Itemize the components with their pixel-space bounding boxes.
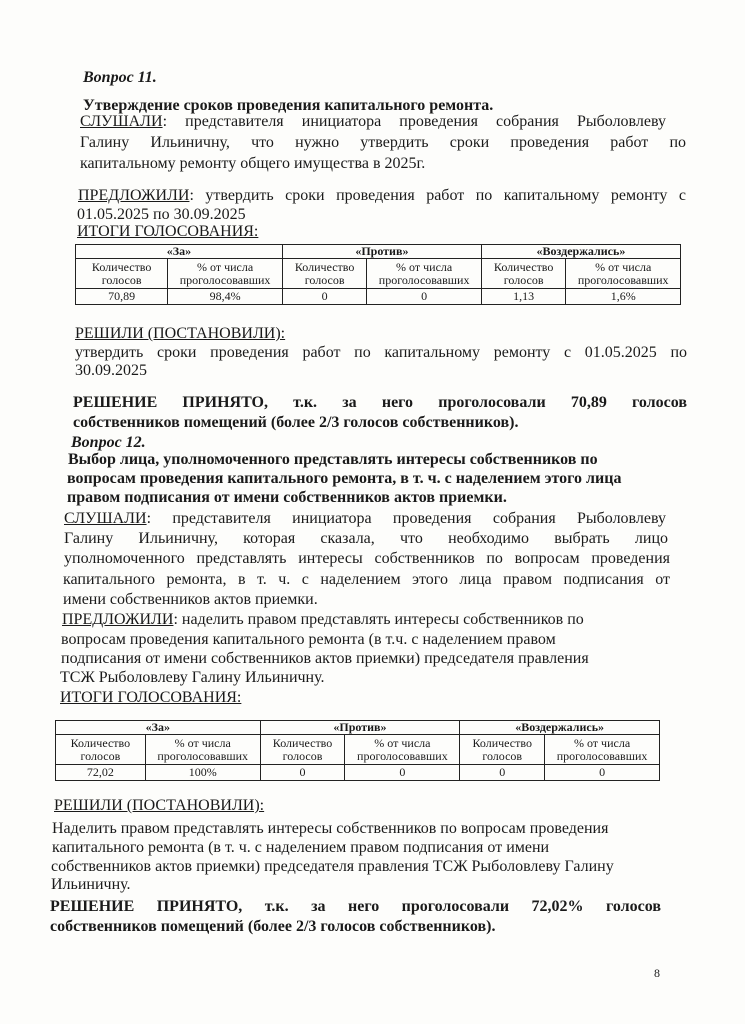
q12-subject-line2: вопросам проведения капитального ремонта, в т. ч. с наделением этого лица (67, 470, 622, 487)
q11-against-header: «Против» (282, 245, 481, 259)
q11-against-pct: 0 (367, 289, 482, 305)
q12-for-count: 72,02 (56, 765, 146, 781)
q12-against-count: 0 (260, 765, 345, 781)
q11-heard-label: СЛУШАЛИ (80, 113, 163, 130)
q11-against-pct-header: % от числа проголосовавших (367, 259, 482, 289)
q11-abstain-header: «Воздержались» (481, 245, 680, 259)
q12-for-count-header: Количество голосов (56, 735, 146, 765)
q12-for-pct: 100% (145, 765, 260, 781)
q11-proposed-line1 (78, 187, 686, 205)
q12-decided-line4: Ильиничну. (51, 876, 131, 893)
q12-heard-line4: капитального ремонта, в т. ч. с наделением этого лица правом подписания от (63, 571, 670, 588)
q11-proposed-label: ПРЕДЛОЖИЛИ (78, 187, 190, 204)
q11-subject: Утверждение сроков проведения капитального ремонта. (83, 97, 494, 114)
q11-against-count-header: Количество голосов (282, 259, 367, 289)
q11-proposed-line2: 01.05.2025 по 30.09.2025 (77, 206, 246, 223)
q12-decided-line2: капитального ремонта (в т. ч. с наделением правом подписания от имени (52, 839, 550, 856)
q12-results-table (55, 720, 660, 781)
q12-abstain-pct-header: % от числа проголосовавших (545, 735, 660, 765)
q11-decided-line2: 30.09.2025 (75, 362, 147, 379)
q12-for-pct-header: % от числа проголосовавших (145, 735, 260, 765)
q12-for-header: «За» (56, 721, 261, 735)
q12-title: Вопрос 12. (71, 434, 146, 451)
q11-decided-label: РЕШИЛИ (ПОСТАНОВИЛИ): (75, 325, 286, 342)
q12-decided-line1: Наделить правом представлять интересы собственников по вопросам проведения (52, 820, 609, 837)
q12-subject-line1: Выбор лица, уполномоченного представлять интересы собственников по (68, 451, 598, 468)
q12-against-header: «Против» (260, 721, 460, 735)
q12-heard-line5: имени собственников актов приемки. (63, 591, 318, 608)
q12-abstain-pct: 0 (545, 765, 660, 781)
q11-against-count: 0 (282, 289, 367, 305)
q12-results-label: ИТОГИ ГОЛОСОВАНИЯ: (60, 689, 242, 706)
q11-for-pct-header: % от числа проголосовавших (168, 259, 283, 289)
q12-against-pct: 0 (345, 765, 460, 781)
q12-heard-line2: Галину Ильиничну, которая сказала, что необходимо выбрать лицо (64, 530, 668, 547)
q12-accepted-line2: собственников помещений (более 2/3 голосов собственников). (50, 918, 496, 935)
q11-abstain-count-header: Количество голосов (481, 259, 566, 289)
q11-accepted-line2: собственников помещений (более 2/3 голосов собственников). (73, 414, 519, 431)
q11-title: Вопрос 11. (83, 69, 157, 86)
q12-proposed-line2: вопросам проведения капитального ремонта (в т.ч. с наделением правом (61, 631, 556, 648)
q12-heard-line1 (64, 510, 666, 528)
q11-results-label: ИТОГИ ГОЛОСОВАНИЯ: (77, 223, 259, 240)
q11-heard-line1 (80, 113, 666, 131)
q11-accepted-line1: РЕШЕНИЕ ПРИНЯТО, т.к. за него проголосовали 70,89 голосов (73, 394, 687, 411)
q11-decided-line1: утвердить сроки проведения работ по капитальному ремонту с 01.05.2025 по (75, 344, 687, 361)
q12-heard-label: СЛУШАЛИ (64, 510, 147, 527)
q11-heard-line3: капитальному ремонту общего имущества в 2025г. (80, 155, 426, 172)
q11-heard-line2: Галину Ильиничну, что нужно утвердить сроки проведения работ по (80, 134, 686, 151)
q11-results-table (75, 244, 681, 305)
q12-abstain-header: «Воздержались» (460, 721, 660, 735)
q12-heard-text1: : представителя инициатора проведения собрания Рыболовлеву (146, 510, 666, 527)
q11-for-count: 70,89 (76, 289, 168, 305)
q11-abstain-count: 1,13 (481, 289, 566, 305)
q12-decided-line3: собственников актов приемки) председателя правления ТСЖ Рыболовлеву Галину (51, 858, 614, 875)
q12-proposed-line4: ТСЖ Рыболовлеву Галину Ильиничну. (60, 669, 325, 686)
q11-for-pct: 98,4% (168, 289, 283, 305)
q11-abstain-pct-header: % от числа проголосовавших (566, 259, 681, 289)
q12-proposed-text1: : наделить правом представлять интересы собственников по (173, 611, 584, 628)
q12-abstain-count-header: Количество голосов (460, 735, 545, 765)
q12-heard-line3: уполномоченного представлять интересы собственников по вопросам проведения (64, 550, 670, 567)
q12-proposed-line1 (62, 611, 584, 629)
q12-against-pct-header: % от числа проголосовавших (345, 735, 460, 765)
page-number: 8 (654, 966, 660, 980)
q11-abstain-pct: 1,6% (566, 289, 681, 305)
q12-subject-line3: правом подписания от имени собственников актов приемки. (67, 489, 507, 506)
q12-against-count-header: Количество голосов (260, 735, 345, 765)
q12-proposed-label: ПРЕДЛОЖИЛИ (62, 611, 174, 628)
q11-proposed-text1: : утвердить сроки проведения работ по капитальному ремонту с (189, 187, 686, 204)
q12-accepted-line1: РЕШЕНИЕ ПРИНЯТО, т.к. за него проголосовали 72,02% голосов (50, 898, 661, 915)
q11-for-header: «За» (76, 245, 283, 259)
q12-proposed-line3: подписания от имени собственников актов приемки) председателя правления (61, 650, 589, 667)
q12-abstain-count: 0 (460, 765, 545, 781)
q11-for-count-header: Количество голосов (76, 259, 168, 289)
q12-decided-label: РЕШИЛИ (ПОСТАНОВИЛИ): (54, 797, 265, 814)
q11-heard-text1: : представителя инициатора проведения собрания Рыболовлеву (162, 113, 666, 130)
